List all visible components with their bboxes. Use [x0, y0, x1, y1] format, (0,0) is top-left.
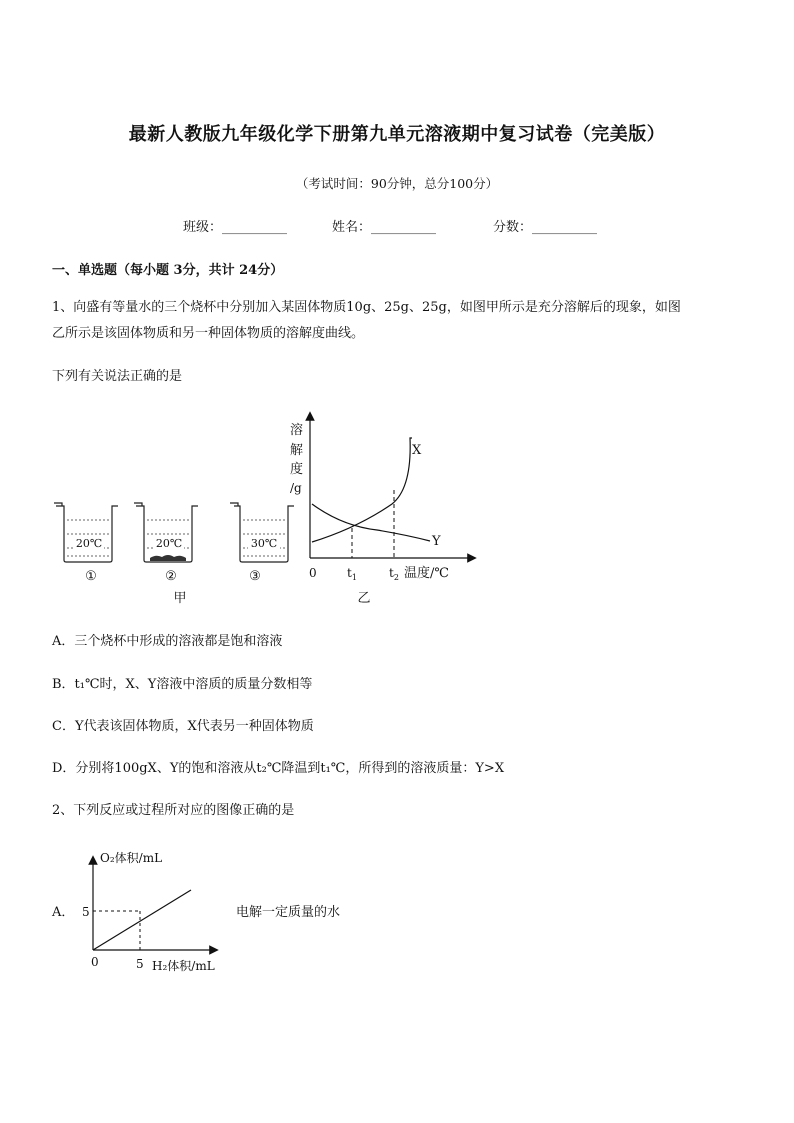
t2-label: $t_2$	[389, 566, 399, 582]
origin-label: 0	[309, 566, 317, 580]
class-field	[183, 216, 287, 235]
figure-jia-caption: 甲	[173, 591, 187, 606]
q2-y-label: O₂体积/mL	[100, 851, 163, 865]
score-field	[493, 216, 597, 235]
undissolved-solid	[150, 555, 186, 561]
y-label-3: 度	[290, 462, 304, 477]
q1-stem-line2: 乙所示是该固体物质和另一种固体物质的溶解度曲线。	[52, 326, 365, 341]
beaker-1	[54, 503, 118, 584]
class-blank: __________	[222, 220, 288, 235]
q1-option-c: C．Y代表该固体物质，X代表另一种固体物质	[52, 719, 314, 734]
name-blank: __________	[371, 220, 437, 235]
x-axis-label: 温度/℃	[404, 566, 449, 581]
q1-option-b: B．t₁℃时，X、Y溶液中溶质的质量分数相等	[52, 677, 313, 692]
curve-y-label: Y	[432, 534, 441, 549]
beaker-3-label: ③	[249, 569, 261, 584]
curve-x	[312, 438, 412, 542]
class-label: 班级：	[183, 220, 223, 235]
q2-y-tick: 5	[82, 905, 90, 919]
q2-option-a-label: A．	[52, 905, 75, 920]
name-field	[332, 216, 436, 235]
score-label: 分数：	[493, 220, 533, 235]
q1-stem-line1: 1、向盛有等量水的三个烧杯中分别加入某固体物质10g、25g、25g，如图甲所示是充分溶解后的现象，如图	[52, 300, 681, 315]
y-label-2: 解	[290, 443, 304, 458]
q2-x-tick: 5	[136, 957, 144, 971]
beaker-1-label: ①	[85, 569, 97, 584]
figure-yi-solubility-chart	[282, 408, 482, 608]
q2-x-label: H₂体积/mL	[152, 959, 215, 973]
page-title: 最新人教版九年级化学下册第九单元溶液期中复习试卷（完美版）	[128, 124, 666, 145]
name-label: 姓名：	[332, 220, 372, 235]
q1-option-a: A．三个烧杯中形成的溶液都是饱和溶液	[52, 634, 283, 649]
q2-option-a-description: 电解一定质量的水	[236, 905, 341, 920]
q1-prompt: 下列有关说法正确的是	[52, 369, 183, 384]
y-label-4: /g	[290, 481, 302, 495]
q2-origin: 0	[91, 955, 99, 969]
y-label-1: 溶	[290, 423, 304, 438]
figure-yi-caption: 乙	[357, 591, 371, 606]
curve-x-label: X	[412, 443, 422, 458]
beaker-2-temp: 20℃	[155, 537, 183, 550]
section-heading: 一、单选题（每小题 3分，共计 24分）	[52, 263, 284, 278]
beaker-3-temp: 30℃	[250, 537, 278, 550]
q2-stem: 2、下列反应或过程所对应的图像正确的是	[52, 803, 295, 818]
t1-label: $t_1$	[347, 566, 357, 582]
exam-time-note: （考试时间：90分钟，总分100分）	[295, 176, 499, 191]
figure-jia-beakers	[40, 490, 300, 615]
q2-graph-a	[80, 842, 240, 980]
score-blank: __________	[532, 220, 598, 235]
beaker-2	[134, 503, 198, 584]
q2-line	[93, 890, 191, 950]
beaker-2-label: ②	[165, 569, 177, 584]
q1-option-d: D．分别将100gX、Y的饱和溶液从t₂℃降温到t₁℃，所得到的溶液质量：Y>X	[52, 761, 505, 776]
beaker-1-temp: 20℃	[75, 537, 103, 550]
